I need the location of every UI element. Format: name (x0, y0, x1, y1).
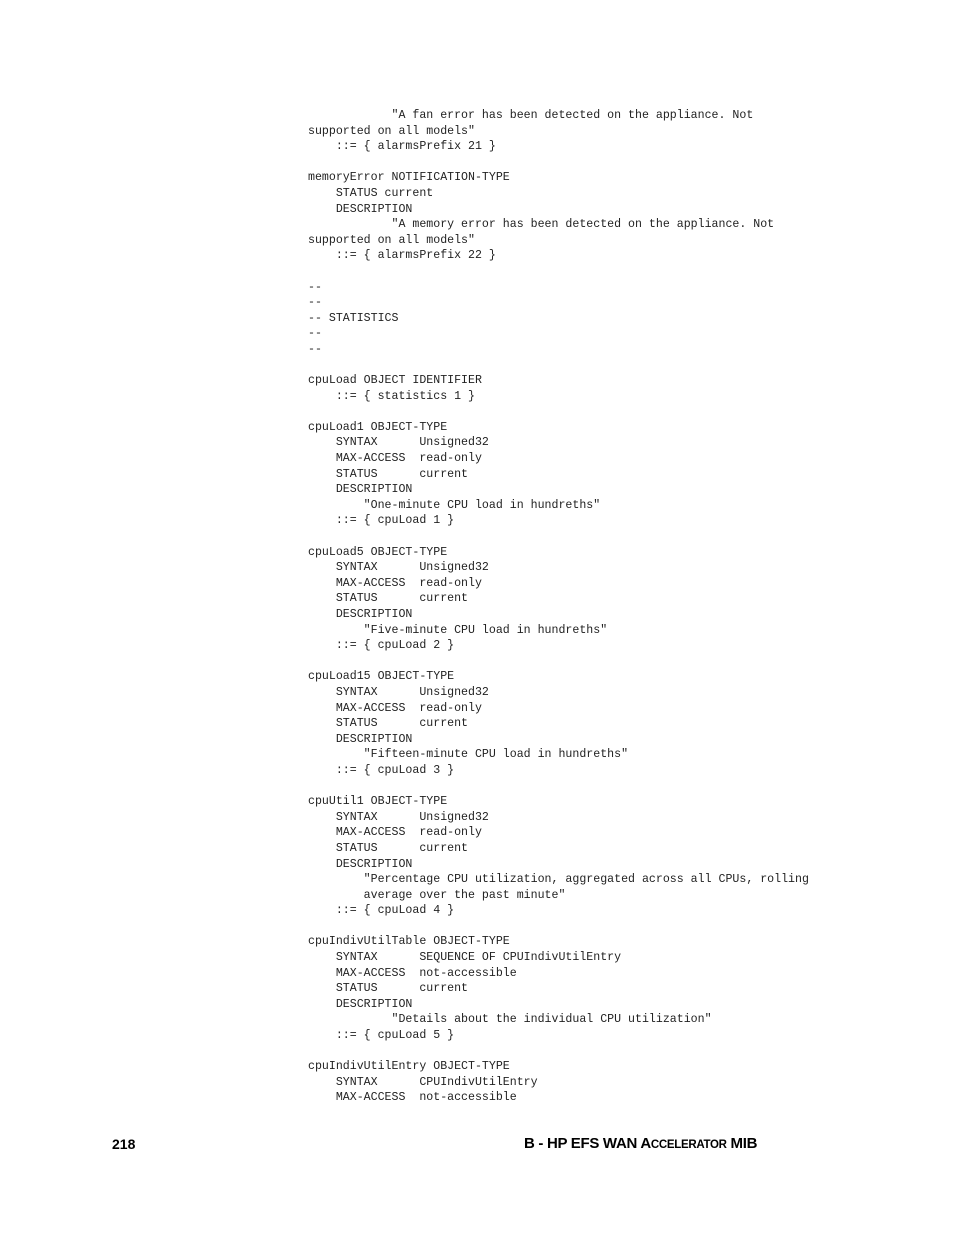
code-line: ::= { cpuLoad 2 } (308, 639, 455, 653)
code-line: cpuIndivUtilEntry OBJECT-TYPE (308, 1060, 510, 1074)
code-line: -- (308, 296, 322, 310)
code-line (308, 404, 868, 420)
code-line (308, 1044, 868, 1060)
code-line: cpuIndivUtilTable OBJECT-TYPE (308, 935, 510, 949)
code-line: cpuUtil1 OBJECT-TYPE (308, 795, 448, 809)
code-line (308, 779, 868, 795)
code-line: supported on all models" (308, 124, 475, 138)
code-line: cpuLoad5 OBJECT-TYPE (308, 545, 448, 559)
code-line: STATUS current (308, 592, 469, 606)
code-line: DESCRIPTION (308, 202, 413, 216)
code-line: DESCRIPTION (308, 857, 413, 871)
code-line: DESCRIPTION (308, 732, 413, 746)
code-line: cpuLoad15 OBJECT-TYPE (308, 670, 455, 684)
code-line (308, 264, 868, 280)
code-line: "Percentage CPU utilization, aggregated across all CPUs, rolling (308, 873, 809, 887)
code-line: -- (308, 327, 322, 341)
code-line: "One-minute CPU load in hundreths" (308, 498, 601, 512)
code-line: supported on all models" (308, 233, 475, 247)
code-line: STATUS current (308, 717, 469, 731)
code-line: -- (308, 342, 322, 356)
code-line (308, 358, 868, 374)
code-line: ::= { cpuLoad 3 } (308, 763, 455, 777)
code-line: SYNTAX Unsigned32 (308, 561, 489, 575)
footer-title-smallcaps: CCELERATOR (650, 1139, 727, 1151)
code-line: ::= { cpuLoad 1 } (308, 514, 455, 528)
code-line: ::= { alarmsPrefix 21 } (308, 140, 496, 154)
code-line: STATUS current (308, 841, 469, 855)
code-line: SYNTAX CPUIndivUtilEntry (308, 1075, 538, 1089)
code-line: ::= { statistics 1 } (308, 389, 475, 403)
code-line: ::= { cpuLoad 4 } (308, 904, 455, 918)
code-line (308, 155, 868, 171)
code-line: average over the past minute" (308, 888, 566, 902)
code-line (308, 529, 868, 545)
code-line (308, 919, 868, 935)
code-line: DESCRIPTION (308, 483, 413, 497)
code-line: MAX-ACCESS read-only (308, 576, 482, 590)
code-line: cpuLoad OBJECT IDENTIFIER (308, 374, 482, 388)
code-line: -- STATISTICS (308, 311, 399, 325)
code-line: "A fan error has been detected on the appliance. Not (308, 109, 754, 122)
code-line: MAX-ACCESS not-accessible (308, 1091, 517, 1105)
code-line: SYNTAX Unsigned32 (308, 685, 489, 699)
code-line: STATUS current (308, 186, 434, 200)
code-line: STATUS current (308, 467, 469, 481)
code-line: MAX-ACCESS read-only (308, 701, 482, 715)
code-line: "Fifteen-minute CPU load in hundreths" (308, 748, 629, 762)
code-line: SYNTAX SEQUENCE OF CPUIndivUtilEntry (308, 951, 622, 965)
code-line: SYNTAX Unsigned32 (308, 810, 489, 824)
code-line: SYNTAX Unsigned32 (308, 436, 489, 450)
footer-title-prefix: B - HP EFS WAN A (524, 1135, 651, 1152)
code-line (308, 654, 868, 670)
code-line: DESCRIPTION (308, 997, 413, 1011)
code-line: -- (308, 280, 322, 294)
code-line: cpuLoad1 OBJECT-TYPE (308, 420, 448, 434)
code-line: "Details about the individual CPU utilization" (308, 1013, 712, 1027)
code-line: STATUS current (308, 982, 469, 996)
code-line: memoryError NOTIFICATION-TYPE (308, 171, 510, 185)
code-line: ::= { cpuLoad 5 } (308, 1029, 455, 1043)
code-line: MAX-ACCESS read-only (308, 826, 482, 840)
code-line: DESCRIPTION (308, 608, 413, 621)
code-line: "A memory error has been detected on the appliance. Not (308, 218, 775, 232)
footer-title-suffix: MIB (726, 1135, 758, 1152)
code-line: MAX-ACCESS read-only (308, 452, 482, 466)
code-line: MAX-ACCESS not-accessible (308, 966, 517, 980)
page-number: 218 (112, 1136, 136, 1152)
code-line: "Five-minute CPU load in hundreths" (308, 623, 608, 637)
code-line: ::= { alarmsPrefix 22 } (308, 249, 496, 263)
mib-code-listing (308, 108, 868, 1106)
page-footer-title (524, 1135, 757, 1152)
